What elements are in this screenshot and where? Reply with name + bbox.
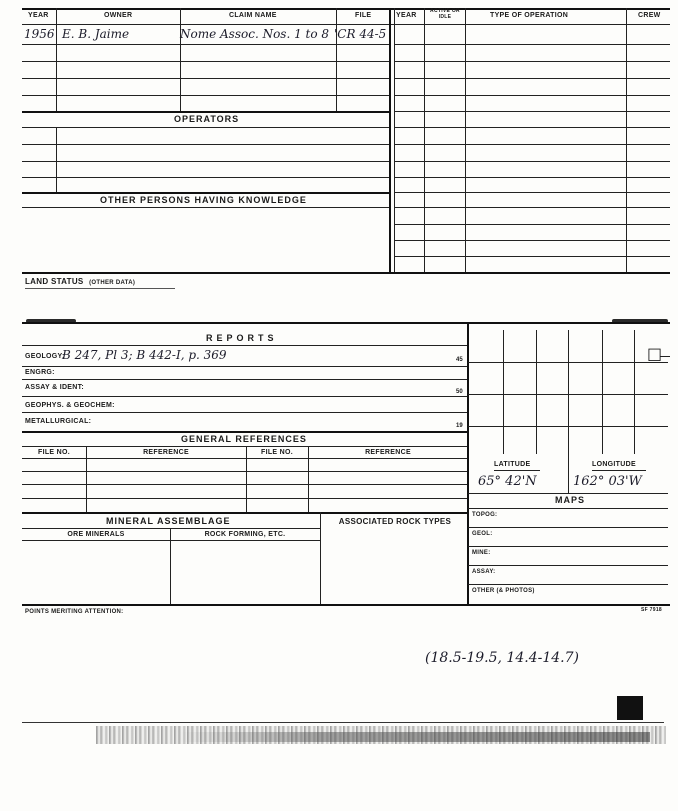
location-grid-row — [468, 394, 668, 395]
latitude-underline — [494, 470, 540, 471]
land-status-sub: (OTHER DATA) — [89, 280, 136, 286]
maps-heading: MAPS — [555, 495, 586, 505]
location-grid-col — [536, 330, 537, 454]
latitude-value: 65° 42'N — [478, 474, 537, 489]
metallurgical-label: METALLURGICAL: — [25, 418, 92, 425]
ops-header-active-or-idle: ACTIVE OR IDLE — [430, 8, 460, 20]
geophys-label: GEOPHYS. & GEOCHEM: — [25, 402, 115, 409]
header-underline — [22, 24, 670, 25]
top-section-bottom — [22, 272, 670, 274]
claims-col-line — [56, 8, 57, 111]
section-divider-inner — [394, 8, 395, 273]
geology-label: GEOLOGY: — [25, 353, 65, 360]
longitude-value: 162° 03'W — [573, 474, 642, 489]
claims-col-line — [180, 8, 181, 111]
mineral-subheading-line — [22, 540, 320, 541]
handwritten-note: (18.5-19.5, 14.4-14.7) — [425, 650, 579, 666]
maps-row-line — [468, 546, 668, 547]
operators-line — [22, 127, 390, 128]
ops-row-line — [394, 192, 670, 193]
coord-divider — [568, 454, 569, 494]
other-persons-heading: OTHER PERSONS HAVING KNOWLEDGE — [100, 195, 307, 205]
mineral-col-line — [170, 528, 171, 604]
ops-col-line — [626, 8, 627, 273]
operators-heading: OPERATORS — [174, 114, 240, 124]
ops-row-line — [394, 95, 670, 96]
top-border — [22, 8, 670, 10]
claims-col-line — [336, 8, 337, 111]
ref-header-reference: REFERENCE — [143, 449, 189, 456]
ops-row-line — [394, 240, 670, 241]
ref-col-line — [308, 446, 309, 512]
ops-row-line — [394, 224, 670, 225]
side-number: 19 — [456, 423, 463, 429]
ref-row-line — [22, 484, 468, 485]
ref-col-line — [246, 446, 247, 512]
scan-edge-line — [22, 722, 664, 723]
rock-forming-label: ROCK FORMING, ETC. — [204, 531, 286, 538]
side-number: 45 — [456, 357, 463, 363]
claims-row-line — [22, 44, 390, 45]
operators-line — [22, 144, 390, 145]
bottom-border — [22, 604, 670, 606]
ops-col-line — [465, 8, 466, 273]
section-divider — [389, 8, 391, 273]
form-number: SF 7918 — [641, 607, 663, 613]
ref-row-line — [22, 471, 468, 472]
header-claim-name: CLAIM NAME — [229, 12, 277, 19]
maps-geol: GEOL: — [472, 531, 493, 537]
ref-bottom-line — [22, 512, 468, 514]
header-year: YEAR — [28, 12, 49, 19]
general-references-heading: GENERAL REFERENCES — [181, 434, 307, 444]
header-owner: OWNER — [104, 12, 133, 19]
points-meriting-attention: POINTS MERITING ATTENTION: — [25, 609, 124, 615]
mineral-assemblage-heading: MINERAL ASSEMBLAGE — [106, 516, 231, 526]
ore-minerals-label: ORE MINERALS — [67, 531, 125, 538]
ref-header-file-no-2: FILE NO. — [261, 449, 293, 456]
ops-row-line — [394, 144, 670, 145]
reports-row-line — [22, 396, 468, 397]
location-grid-col — [503, 330, 504, 454]
ops-row-line — [394, 177, 670, 178]
claim-year: 1956 — [24, 27, 55, 41]
location-grid-row — [468, 362, 668, 363]
location-grid-col — [634, 330, 635, 454]
location-grid-col — [602, 330, 603, 454]
assay-ident-label: ASSAY & IDENT: — [25, 384, 85, 391]
claim-file: 'CR 44-5 — [334, 27, 387, 41]
location-grid-row — [468, 426, 668, 427]
ref-row-line — [22, 458, 468, 459]
maps-assay: ASSAY: — [472, 569, 496, 575]
general-references-line — [22, 446, 468, 447]
claims-row-line — [22, 78, 390, 79]
ops-row-line — [394, 256, 670, 257]
claims-row-line — [22, 95, 390, 96]
land-status-label — [25, 277, 135, 286]
maps-row-line — [468, 527, 668, 528]
land-status-title: LAND STATUS — [25, 277, 84, 286]
land-status-underline — [25, 288, 175, 289]
ops-row-line — [394, 207, 670, 208]
right-section-divider — [467, 322, 469, 604]
ref-row-line — [22, 498, 468, 499]
reports-bottom-line — [22, 431, 468, 433]
reports-row-line — [22, 412, 468, 413]
ops-row-line — [394, 111, 670, 112]
claim-owner: E. B. Jaime — [62, 27, 130, 41]
longitude-underline — [592, 470, 646, 471]
maps-heading-line — [468, 508, 668, 509]
operators-line — [22, 161, 390, 162]
claim-name: Nome Assoc. Nos. 1 to 8 — [180, 27, 330, 41]
reports-row-line — [22, 366, 468, 367]
location-grid-col — [568, 330, 569, 454]
longitude-label: LONGITUDE — [592, 461, 636, 468]
ref-header-reference-2: REFERENCE — [365, 449, 411, 456]
maps-row-line — [468, 584, 668, 585]
side-number: 50 — [456, 389, 463, 395]
ops-col-line — [424, 8, 425, 273]
geology-value: B 247, Pl 3; B 442-I, p. 369 — [62, 348, 227, 362]
associated-rock-types-label: ASSOCIATED ROCK TYPES — [338, 517, 452, 526]
maps-mine: MINE: — [472, 550, 491, 556]
ops-row-line — [394, 127, 670, 128]
operators-bottom-line — [22, 192, 390, 194]
reports-top-border — [22, 322, 670, 324]
ops-header-crew: CREW — [638, 12, 661, 19]
ops-header-type-of-operation: TYPE OF OPERATION — [490, 12, 569, 19]
ops-row-line — [394, 44, 670, 45]
operators-line — [22, 177, 390, 178]
grid-marker-tick — [660, 356, 670, 357]
engrg-label: ENGRG: — [25, 369, 55, 376]
reports-heading-line — [22, 345, 468, 346]
claims-bottom-line — [22, 111, 390, 113]
ops-row-line — [394, 61, 670, 62]
claims-row-line — [22, 61, 390, 62]
latitude-label: LATITUDE — [494, 461, 531, 468]
ops-row-line — [394, 161, 670, 162]
ref-col-line — [86, 446, 87, 512]
mineral-heading-line — [22, 528, 320, 529]
maps-other: OTHER (& PHOTOS) — [472, 588, 535, 594]
ops-row-line — [394, 78, 670, 79]
grid-marker-icon: □ — [647, 344, 663, 363]
reports-row-line — [22, 379, 468, 380]
reports-heading: REPORTS — [206, 333, 278, 343]
maps-topog: TOPOG: — [472, 512, 498, 518]
mineral-col-line — [320, 512, 321, 604]
operators-col-line — [56, 127, 57, 192]
scan-shadow — [180, 732, 650, 742]
header-file: FILE — [355, 12, 372, 19]
other-persons-line — [22, 207, 390, 208]
maps-row-line — [468, 565, 668, 566]
ref-header-file-no: FILE NO. — [38, 449, 70, 456]
scan-artifact-block — [617, 696, 643, 720]
ops-header-year: YEAR — [396, 12, 417, 19]
coord-bottom-line — [468, 493, 668, 494]
